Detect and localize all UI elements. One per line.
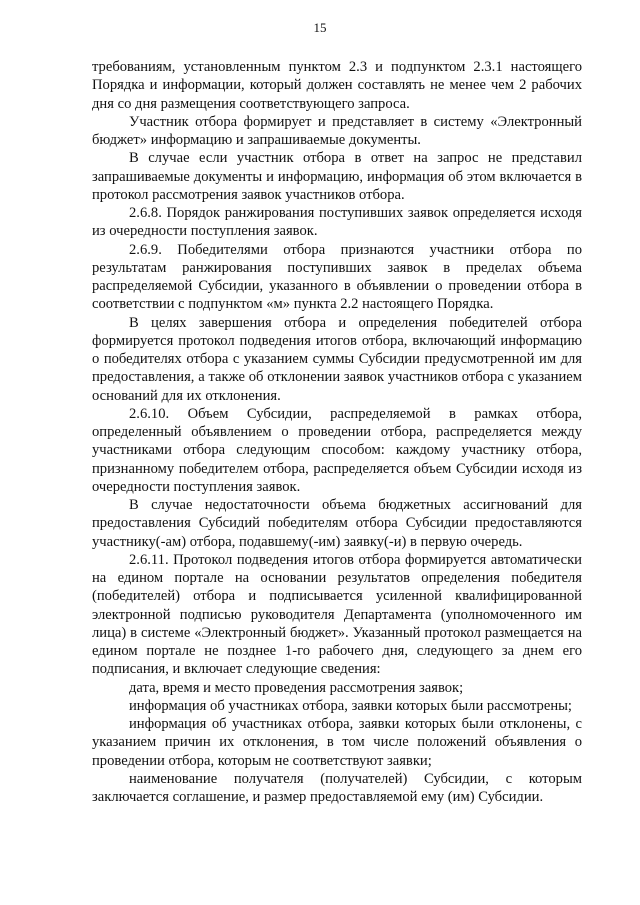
- list-item: информация об участниках отбора, заявки которых были рассмотрены;: [129, 697, 572, 714]
- paragraph: 2.6.11. Протокол подведения итогов отбора формируется автоматически на едином портале на основании результатов определения победителя (победителей) отбора и подписывается усиленной квалифицированной электронной подписью руководителя Департамента (уполномоченного им лица) в системе «Электронный бюджет». Указанный протокол размещается на едином портале не позднее 1-го рабочего дня, следующего за днем его подписания, и включает следующие сведения:: [92, 551, 582, 678]
- paragraph: 2.6.8. Порядок ранжирования поступивших заявок определяется исходя из очередности поступления заявок.: [92, 205, 582, 240]
- paragraph: В целях завершения отбора и определения победителей отбора формируется протокол подведения итогов отбора, включающий информацию о победителях отбора с указанием суммы Субсидии предусмотренной им для предоставления, а также об отклонении заявок участников отбора с указанием оснований для их отклонения.: [92, 314, 582, 404]
- paragraph: 2.6.9. Победителями отбора признаются участники отбора по результатам ранжирования поступивших заявок в пределах объема распределяемой Субсидии, указанного в объявлении о проведении отбора в соответствии с подпунктом «м» пункта 2.2 настоящего Порядка.: [92, 241, 582, 313]
- list-item: дата, время и место проведения рассмотрения заявок;: [129, 679, 464, 696]
- document-body: [92, 58, 582, 806]
- paragraph: Участник отбора формирует и представляет в систему «Электронный бюджет» информацию и запрашиваемые документы.: [92, 113, 582, 148]
- paragraph: требованиям, установленным пунктом 2.3 и подпунктом 2.3.1 настоящего Порядка и информации, который должен составлять не менее чем 2 рабочих дня со дня размещения соответствующего запроса.: [92, 59, 582, 112]
- paragraph: В случае если участник отбора в ответ на запрос не представил запрашиваемые документы и информацию, информация об этом включается в протокол рассмотрения заявок участников отбора.: [92, 150, 582, 203]
- page-number: 15: [313, 20, 327, 35]
- paragraph: 2.6.10. Объем Субсидии, распределяемой в рамках отбора, определенный объявлением о проведении отбора, распределяется между участниками отбора следующим способом: каждому участнику отбора, признанному победителем отбора, распределяется объем Субсидии исходя из очередности поступления заявок.: [92, 405, 582, 495]
- list-item: наименование получателя (получателей) Субсидии, с которым заключается соглашение, и размер предоставляемой ему (им) Субсидии.: [92, 770, 582, 805]
- list-item: информация об участниках отбора, заявки которых были отклонены, с указанием причин их отклонения, в том числе положений объявления о проведении отбора, которым не соответствуют заявки;: [92, 716, 582, 769]
- paragraph: В случае недостаточности объема бюджетных ассигнований для предоставления Субсидий победителям отбора Субсидии предоставляются участнику(-ам) отбора, подавшему(-им) заявку(-и) в первую очередь.: [92, 497, 582, 550]
